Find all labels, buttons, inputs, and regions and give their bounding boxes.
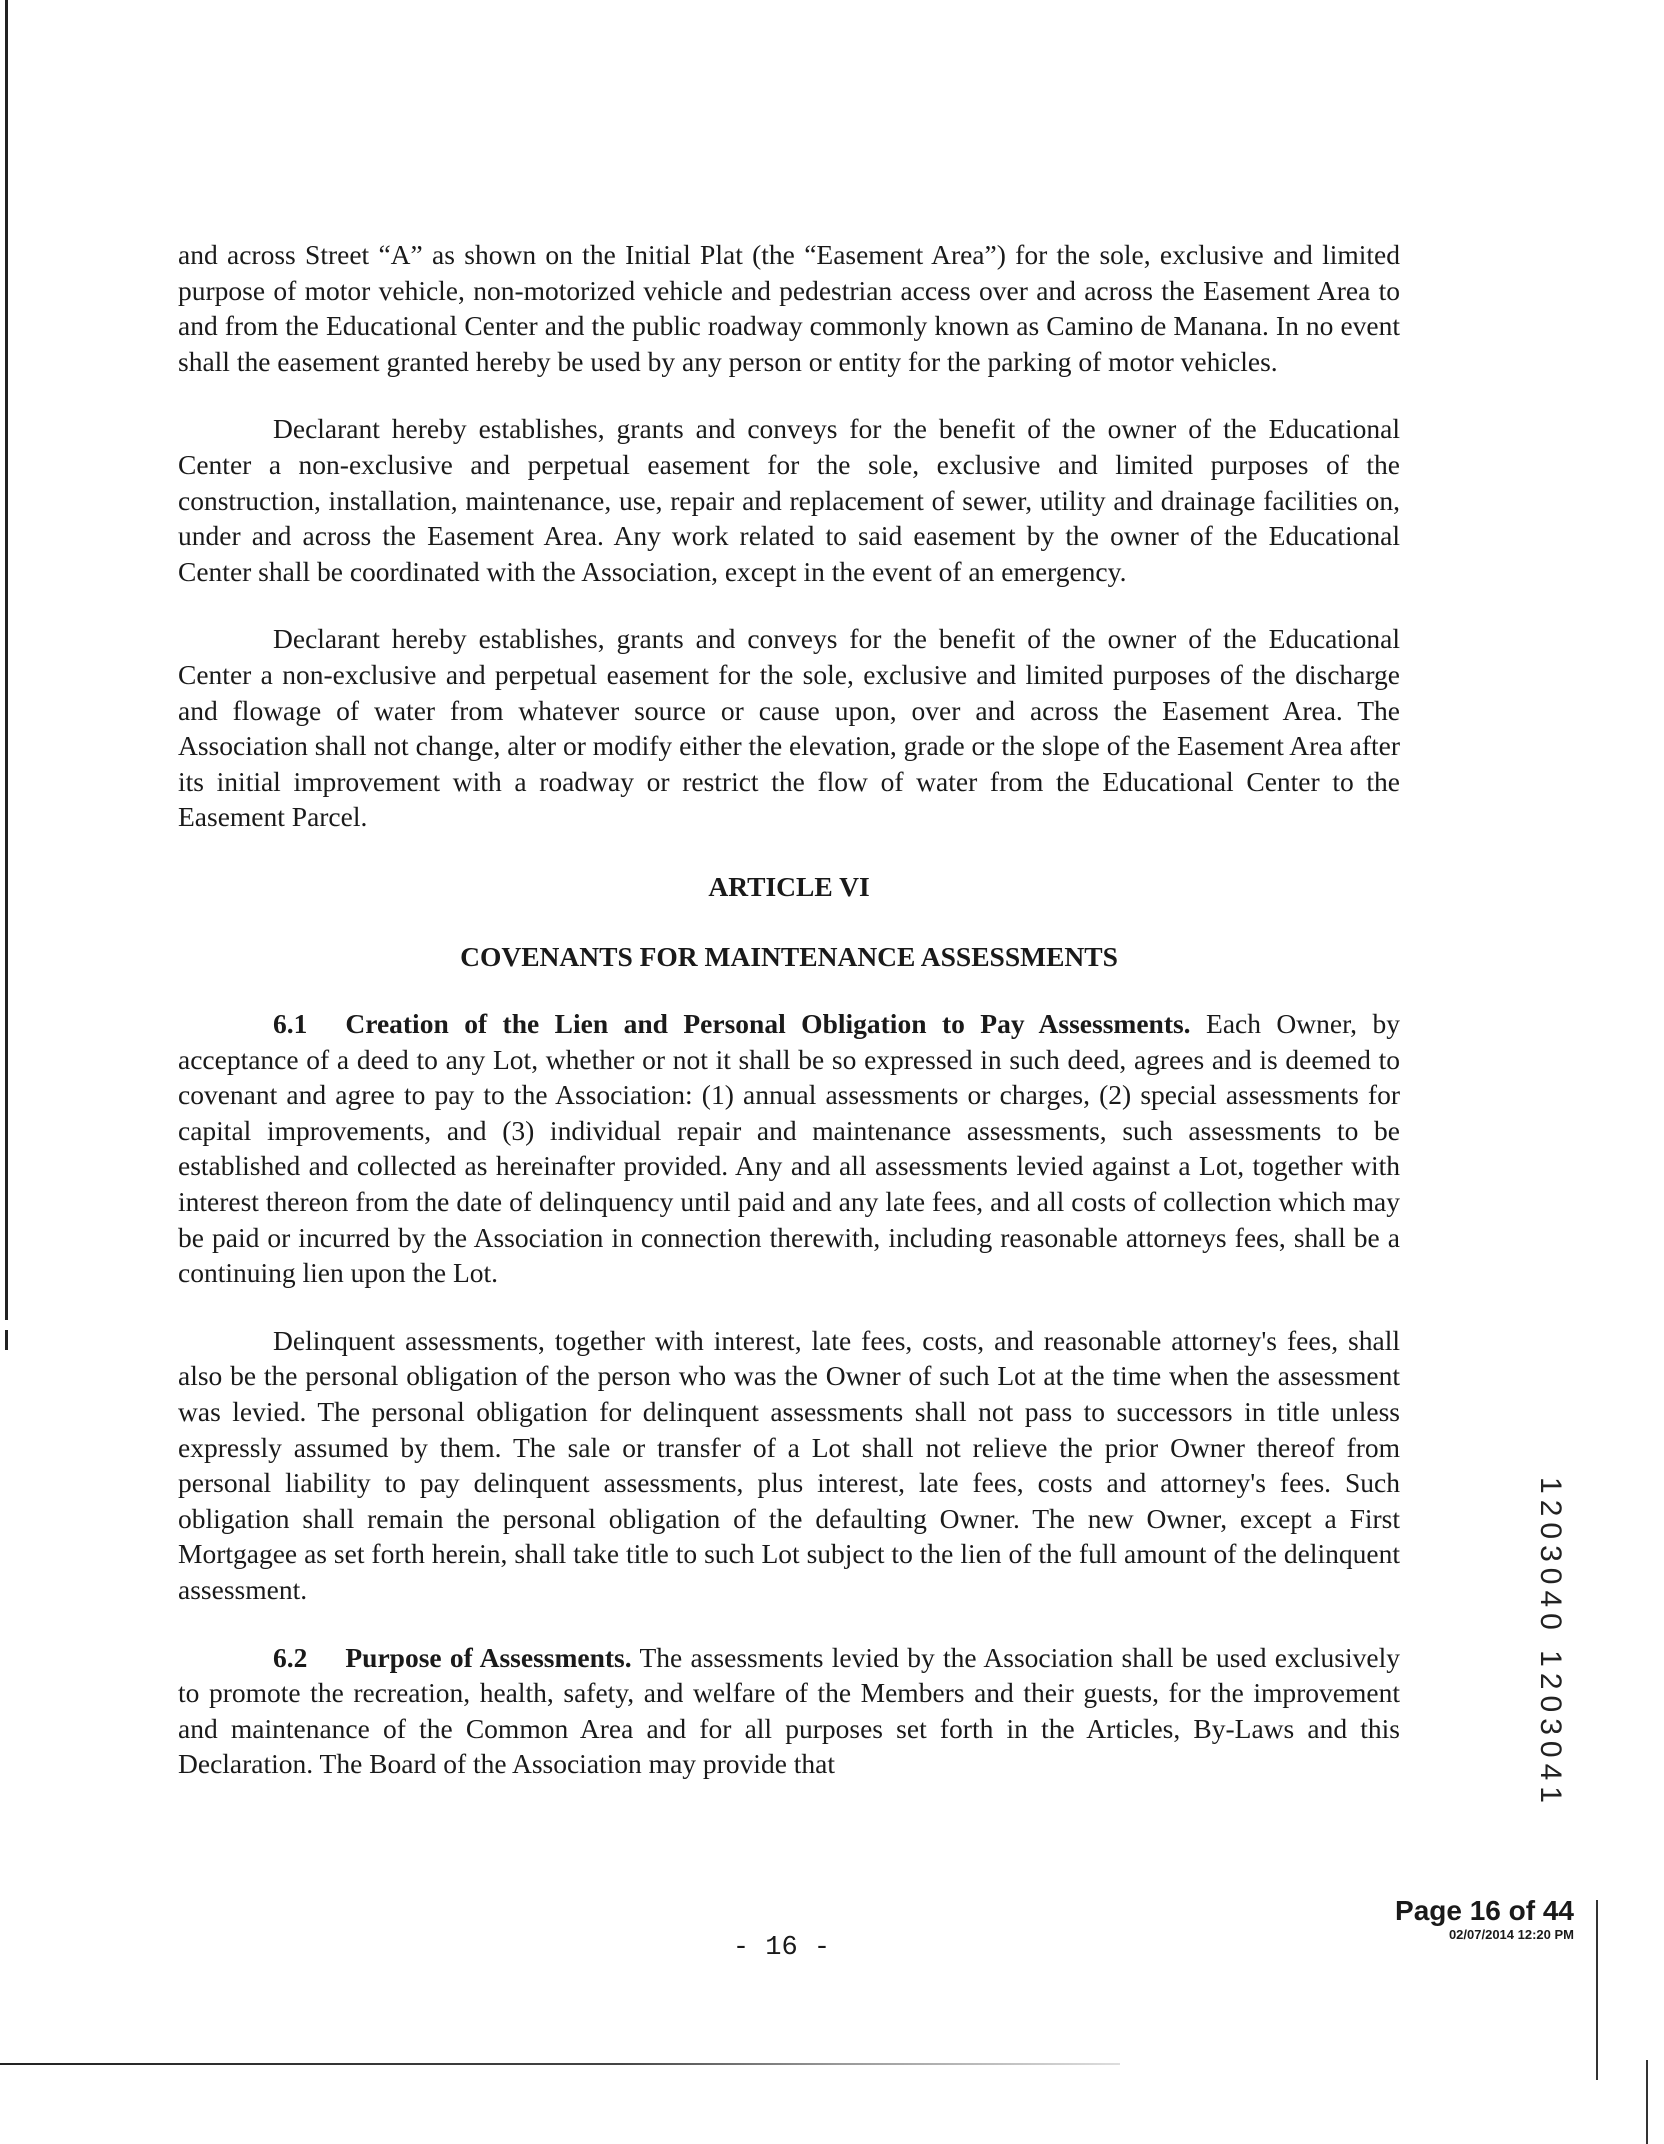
paragraph-easement-utility: Declarant hereby establishes, grants and conveys for the benefit of the owner of the Educational Center a non-exclusive and perpetual easement for the sole, exclusive and limited purposes of the construction, installation, maintenance, use, repair and replacement of sewer, utility and drainage facilities on, under and across the Easement Area. Any work related to said easement by the owner of the Educational Center shall be coordinated with the Association, except in the event of an emergency. bbox=[178, 413, 1400, 587]
section-6-2-title: Purpose of Assessments. bbox=[345, 1641, 632, 1673]
footer-page-number: - 16 - bbox=[732, 1933, 831, 1963]
scan-edge-left-mark bbox=[5, 1330, 8, 1350]
page-counter-label: Page 16 of 44 bbox=[1395, 1895, 1574, 1926]
section-6-2-text: The assessments levied by the Association shall be used exclusively to promote the recreation, health, safety, and welfare of the Members and their guests, for the improvement and maintenance of the Common Area and for all purposes set forth in the Articles, By-Laws and this Declaration. The Board of the Association may provide that bbox=[178, 1641, 1400, 1780]
section-6-2 bbox=[178, 1640, 1400, 1782]
scan-edge-right-lower bbox=[1646, 2060, 1648, 2144]
section-6-1-text: Each Owner, by acceptance of a deed to any Lot, whether or not it shall be so expressed in such deed, agrees and is deemed to covenant and agree to pay to the Association: (1) annual assessments or charges, (2) special assessments for capital improvements, and (3) individual repair and maintenance assessments, such assessments to be established and collected as hereinafter provided. Any and all assessments levied against a Lot, together with interest thereon from the date of delinquency until paid and any late fees, and all costs of collection which may be paid or incurred by the Association in connection therewith, including reasonable attorneys fees, shall be a continuing lien upon the Lot. bbox=[178, 1008, 1400, 1289]
recording-number-stamp bbox=[1530, 1477, 1570, 1809]
section-6-1-paragraph-2: Delinquent assessments, together with interest, late fees, costs, and reasonable attorney's fees, shall also be the personal obligation of the person who was the Owner of such Lot at the time when the assessment was levied. The personal obligation for delinquent assessments shall not pass to successors in title unless expressly assumed by them. The sale or transfer of a Lot shall not relieve the prior Owner thereof from personal liability to pay delinquent assessments, plus interest, late fees, costs and attorney's fees. Such obligation shall remain the personal obligation of the defaulting Owner. The new Owner, except a First Mortgagee as set forth herein, shall take title to such Lot subject to the lien of the full amount of the delinquent assessment. bbox=[178, 1324, 1400, 1605]
paragraph-easement-access: and across Street “A” as shown on the Initial Plat (the “Easement Area”) for the sole, exclusive and limited purpose of motor vehicle, non-motorized vehicle and pedestrian access over and across the Easement Area to and from the Educational Center and the public roadway commonly known as Camino de Manana. In no event shall the easement granted hereby be used by any person or entity for the parking of motor vehicles. bbox=[178, 239, 1400, 377]
recording-number-text: 1203040 1203041 bbox=[1534, 1477, 1567, 1809]
article-number: ARTICLE VI bbox=[708, 870, 870, 902]
paragraph-easement-water: Declarant hereby establishes, grants and conveys for the benefit of the owner of the Educational Center a non-exclusive and perpetual easement for the sole, exclusive and limited purposes of the discharge and flowage of water from whatever source or cause upon, over and across the Easement Area. The Association shall not change, alter or modify either the elevation, grade or the slope of the Easement Area after its initial improvement with a roadway or restrict the flow of water from the Educational Center to the Easement Parcel. bbox=[178, 623, 1400, 833]
section-6-1 bbox=[178, 1006, 1400, 1291]
section-6-1-number: 6.1 bbox=[273, 1008, 308, 1040]
document-page bbox=[178, 237, 1400, 1782]
section-6-1-title: Creation of the Lien and Personal Obligation to Pay Assessments. bbox=[345, 1008, 1191, 1040]
scan-edge-right bbox=[1596, 1900, 1598, 2080]
page-counter-datetime: 02/07/2014 12:20 PM bbox=[1448, 1927, 1574, 1942]
section-6-2-number: 6.2 bbox=[273, 1641, 308, 1673]
scan-edge-left bbox=[5, 0, 8, 1320]
scan-bottom-rule bbox=[0, 2063, 1120, 2065]
article-title: COVENANTS FOR MAINTENANCE ASSESSMENTS bbox=[460, 940, 1118, 972]
